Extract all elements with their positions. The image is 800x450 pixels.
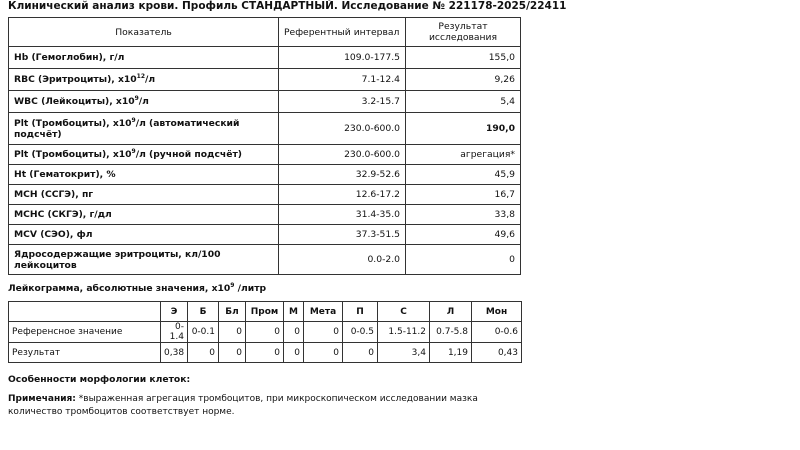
leukogram-row-reference	[9, 322, 522, 343]
row-name: Ht (Гематокрит), %	[9, 165, 279, 185]
row-result: 49,6	[406, 225, 521, 245]
cell: 0.7-5.8	[430, 322, 472, 343]
notes-text: *выраженная агрегация тромбоцитов, при микроскопическом исследовании мазка количество тромбоцитов соответствует норме.	[8, 394, 478, 417]
col-header: С	[378, 302, 430, 322]
table-row	[9, 91, 521, 113]
cell: 0	[284, 343, 304, 363]
row-ref: 230.0-600.0	[279, 113, 406, 145]
table-row	[9, 145, 521, 165]
header-parameter: Показатель	[9, 18, 279, 47]
col-header: Мон	[472, 302, 522, 322]
row-name: MCHC (СКГЭ), г/дл	[9, 205, 279, 225]
cell: 0	[219, 322, 246, 343]
notes	[8, 393, 528, 419]
row-ref: 12.6-17.2	[279, 185, 406, 205]
cell: 1,19	[430, 343, 472, 363]
row-name: Plt (Тромбоциты), $x10^9/л$ (ручной подсчёт)	[9, 145, 279, 165]
cell: 1.5-11.2	[378, 322, 430, 343]
row-result: 0	[406, 245, 521, 275]
leukogram-table	[8, 301, 522, 363]
col-header: Пром	[246, 302, 284, 322]
row-label: Результат	[9, 343, 161, 363]
leukogram-row-result	[9, 343, 522, 363]
table-row	[9, 69, 521, 91]
table-row	[9, 185, 521, 205]
cell: 0	[284, 322, 304, 343]
cell: 0-1.4	[161, 322, 188, 343]
cell: 0	[304, 343, 343, 363]
col-header: Л	[430, 302, 472, 322]
cell: 0	[304, 322, 343, 343]
row-result: 155,0	[406, 47, 521, 69]
row-ref: 7.1-12.4	[279, 69, 406, 91]
cell: 3,4	[378, 343, 430, 363]
report-title: Клинический анализ крови. Профиль СТАНДАРТНЫЙ. Исследование № 221178-2025/22411	[8, 0, 567, 12]
row-result: 190,0	[406, 113, 521, 145]
cell: 0	[246, 322, 284, 343]
cell: 0	[343, 343, 378, 363]
row-result: 16,7	[406, 185, 521, 205]
row-name: WBC (Лейкоциты), $x10^9/л$	[9, 91, 279, 113]
cell: 0-0.6	[472, 322, 522, 343]
table-row	[9, 165, 521, 185]
row-ref: 37.3-51.5	[279, 225, 406, 245]
morphology-title: Особенности морфологии клеток:	[8, 374, 191, 385]
table-row	[9, 205, 521, 225]
row-name: MCH (ССГЭ), пг	[9, 185, 279, 205]
row-ref: 0.0-2.0	[279, 245, 406, 275]
row-label: Референсное значение	[9, 322, 161, 343]
col-header: Э	[161, 302, 188, 322]
row-ref: 32.9-52.6	[279, 165, 406, 185]
table-row	[9, 113, 521, 145]
header-reference: Референтный интервал	[279, 18, 406, 47]
row-result: 9,26	[406, 69, 521, 91]
cell: 0	[246, 343, 284, 363]
row-name: Ядросодержащие эритроциты, кл/100 лейкоцитов	[9, 245, 279, 275]
leukogram-header-row	[9, 302, 522, 322]
notes-label: Примечания:	[8, 394, 76, 404]
row-name: Hb (Гемоглобин), г/л	[9, 47, 279, 69]
row-ref: 3.2-15.7	[279, 91, 406, 113]
table-header-row	[9, 18, 521, 47]
blood-analysis-table	[8, 17, 521, 275]
leukogram-title: Лейкограмма, абсолютные значения, $x10^9$ /литр	[8, 282, 267, 294]
table-row	[9, 225, 521, 245]
col-header: Бл	[219, 302, 246, 322]
cell: 0	[188, 343, 219, 363]
row-ref: 31.4-35.0	[279, 205, 406, 225]
cell: 0-0.5	[343, 322, 378, 343]
row-ref: 109.0-177.5	[279, 47, 406, 69]
leukogram-corner	[9, 302, 161, 322]
row-result: 45,9	[406, 165, 521, 185]
row-result: 33,8	[406, 205, 521, 225]
col-header: Мета	[304, 302, 343, 322]
col-header: М	[284, 302, 304, 322]
table-row	[9, 47, 521, 69]
row-result: агрегация*	[406, 145, 521, 165]
row-result: 5,4	[406, 91, 521, 113]
col-header: П	[343, 302, 378, 322]
cell: 0	[219, 343, 246, 363]
row-name: MCV (СЭО), фл	[9, 225, 279, 245]
cell: 0-0.1	[188, 322, 219, 343]
cell: 0,43	[472, 343, 522, 363]
row-name: Plt (Тромбоциты), $x10^9/л$ (автоматический подсчёт)	[9, 113, 279, 145]
cell: 0,38	[161, 343, 188, 363]
col-header: Б	[188, 302, 219, 322]
header-result: Результат исследования	[406, 18, 521, 47]
row-name: RBC (Эритроциты), $x10^{12}/л$	[9, 69, 279, 91]
row-ref: 230.0-600.0	[279, 145, 406, 165]
table-row	[9, 245, 521, 275]
